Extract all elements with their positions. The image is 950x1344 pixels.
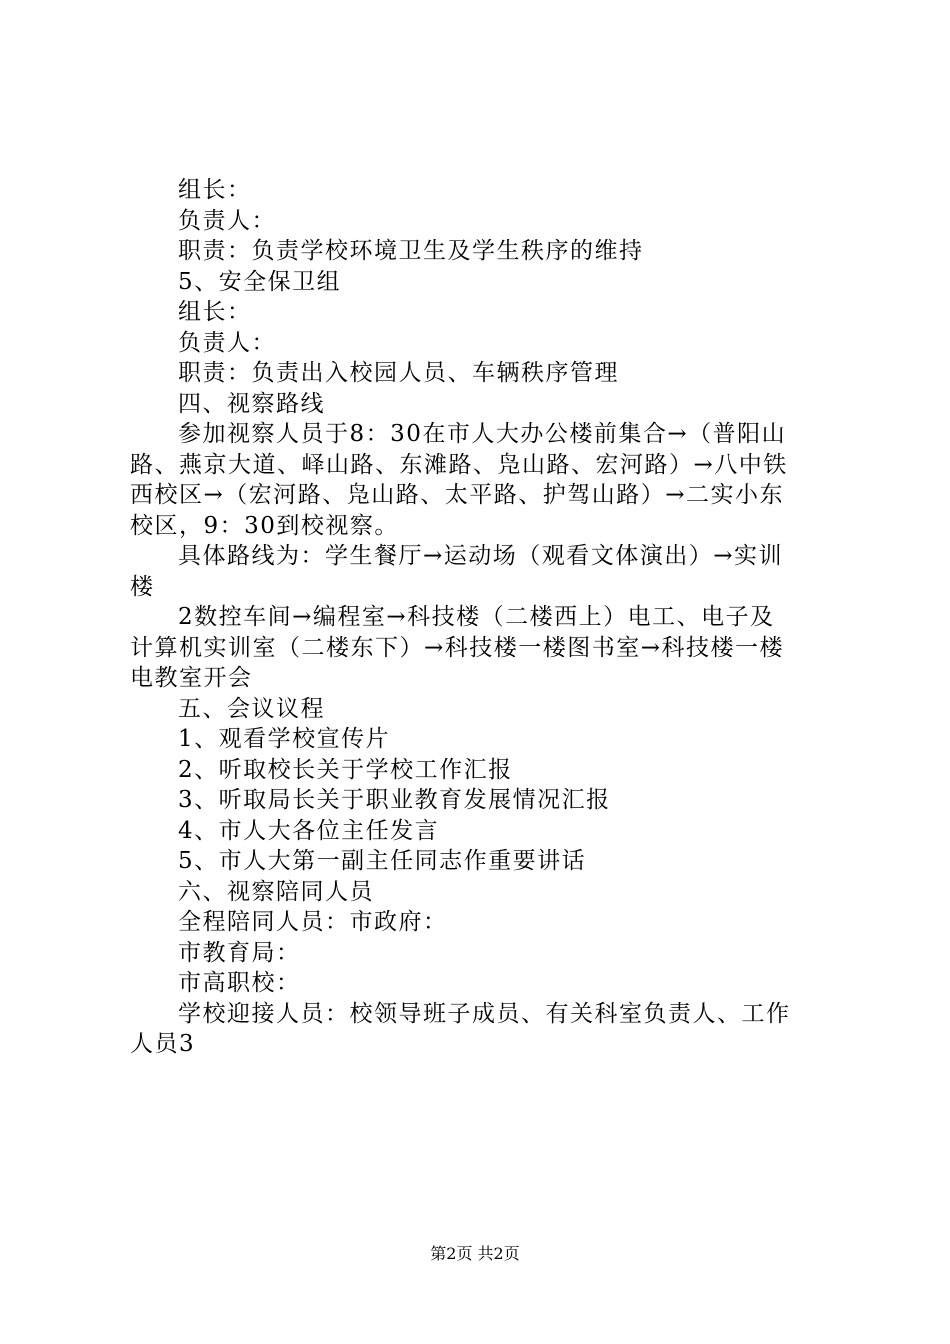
text-line: 5、市人大第一副主任同志作重要讲话 [178, 848, 587, 874]
text-line: 负责人： [178, 329, 276, 356]
text-line: 4、市人大各位主任发言 [178, 817, 440, 844]
text-line: 校区，9：30到校视察。 [130, 512, 399, 539]
text-line: 3、听取局长关于职业教育发展情况汇报 [178, 787, 611, 813]
text-line: 5、安全保卫组 [178, 268, 342, 295]
text-line: 组长： [178, 299, 252, 325]
text-line: 具体路线为：学生餐厅→运动场（观看文体演出）→实训 [178, 543, 784, 569]
text-line: 路、燕京大道、峄山路、东滩路、凫山路、宏河路）→八中铁 [130, 451, 788, 478]
text-line: 市高职校： [178, 970, 301, 996]
text-line: 市教育局： [178, 939, 301, 966]
text-line: 计算机实训室（二楼东下）→科技楼一楼图书室→科技楼一楼 [130, 634, 785, 661]
text-line: 组长： [178, 177, 252, 203]
text-line: 六、视察陪同人员 [178, 878, 374, 905]
text-line: 电教室开会 [130, 665, 253, 691]
text-line: 学校迎接人员：校领导班子成员、有关科室负责人、工作 [178, 1000, 791, 1027]
text-line: 西校区→（宏河路、凫山路、太平路、护驾山路）→二实小东 [130, 482, 785, 508]
document-body [130, 175, 830, 1060]
text-line: 职责：负责学校环境卫生及学生秩序的维持 [178, 238, 644, 264]
page-footer: 第2页 共2页 [430, 1244, 520, 1263]
text-line: 四、视察路线 [178, 390, 325, 417]
text-line: 2数控车间→编程室→科技楼（二楼西上）电工、电子及 [178, 604, 775, 630]
text-line: 全程陪同人员：市政府： [178, 909, 448, 935]
text-line: 1、观看学校宣传片 [178, 726, 391, 752]
text-line: 职责：负责出入校园人员、车辆秩序管理 [178, 360, 619, 386]
text-line: 五、会议议程 [178, 695, 325, 722]
text-line: 2、听取校长关于学校工作汇报 [178, 756, 513, 783]
text-line: 楼 [130, 573, 155, 600]
text-line: 人员3 [130, 1031, 196, 1057]
text-line: 负责人： [178, 207, 276, 234]
text-line: 参加视察人员于8：30在市人大办公楼前集合→（普阳山 [178, 421, 787, 447]
